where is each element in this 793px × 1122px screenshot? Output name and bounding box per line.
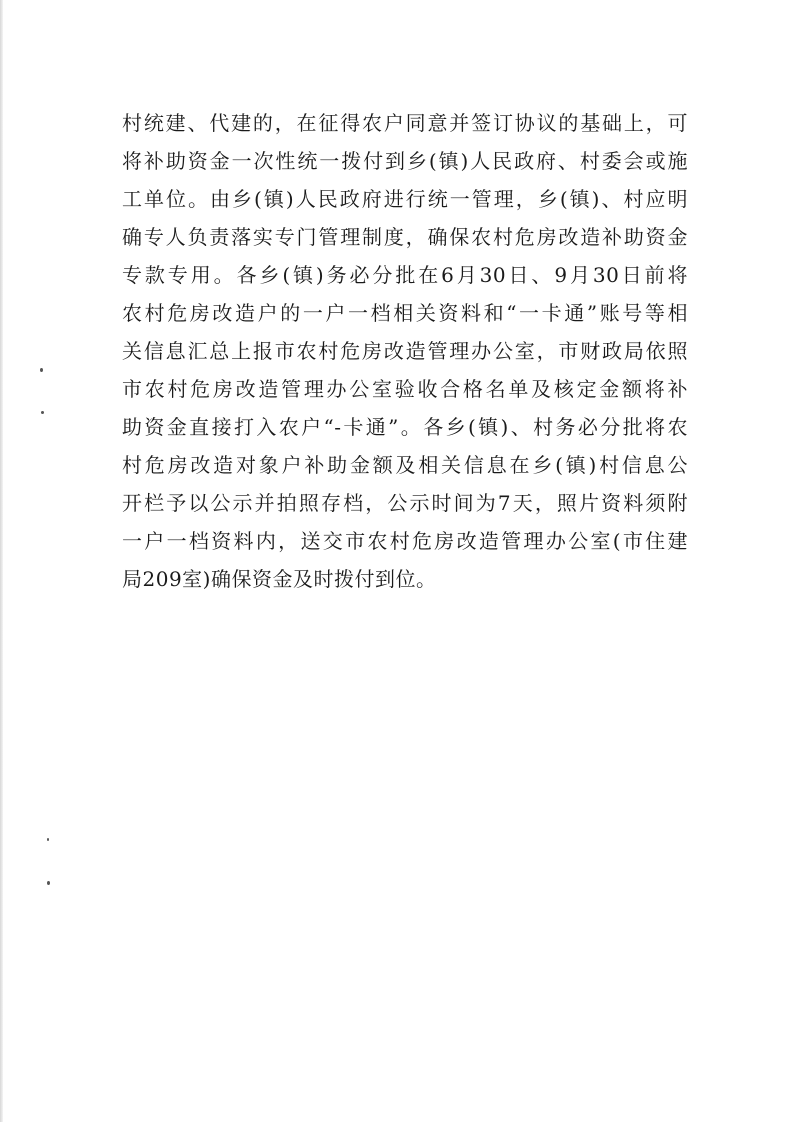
text-line-last: 局209室)确保资金及时拨付到位。 [122, 567, 437, 591]
text-line: 关信息汇总上报市农村危房改造管理办公室，市财政局依照 [122, 339, 688, 363]
text-line: 助资金直接打入农户“-卡通”。各乡(镇)、村务必分批将农 [122, 415, 688, 439]
text-line: 工单位。由乡(镇)人民政府进行统一管理，乡(镇)、村应明 [122, 187, 688, 211]
scan-speck [41, 411, 44, 414]
scan-speck [47, 838, 49, 841]
body-paragraph [122, 104, 688, 598]
scan-speck [47, 881, 50, 885]
scan-speck [40, 368, 43, 372]
text-line: 开栏予以公示并拍照存档，公示时间为7天，照片资料须附 [122, 491, 688, 515]
text-line: 一户一档资料内，送交市农村危房改造管理办公室(市住建 [122, 529, 688, 553]
text-line: 专款专用。各乡(镇)务必分批在6月30日、9月30日前将 [122, 263, 688, 287]
text-line: 村统建、代建的，在征得农户同意并签订协议的基础上，可 [122, 111, 688, 135]
text-line: 将补助资金一次性统一拨付到乡(镇)人民政府、村委会或施 [122, 149, 688, 173]
text-line: 村危房改造对象户补助金额及相关信息在乡(镇)村信息公 [122, 453, 688, 477]
text-line: 确专人负责落实专门管理制度，确保农村危房改造补助资金 [122, 225, 688, 249]
text-line: 市农村危房改造管理办公室验收合格名单及核定金额将补 [122, 377, 688, 401]
scan-edge [0, 0, 3, 1122]
text-line: 农村危房改造户的一户一档相关资料和“一卡通”账号等相 [122, 301, 688, 325]
